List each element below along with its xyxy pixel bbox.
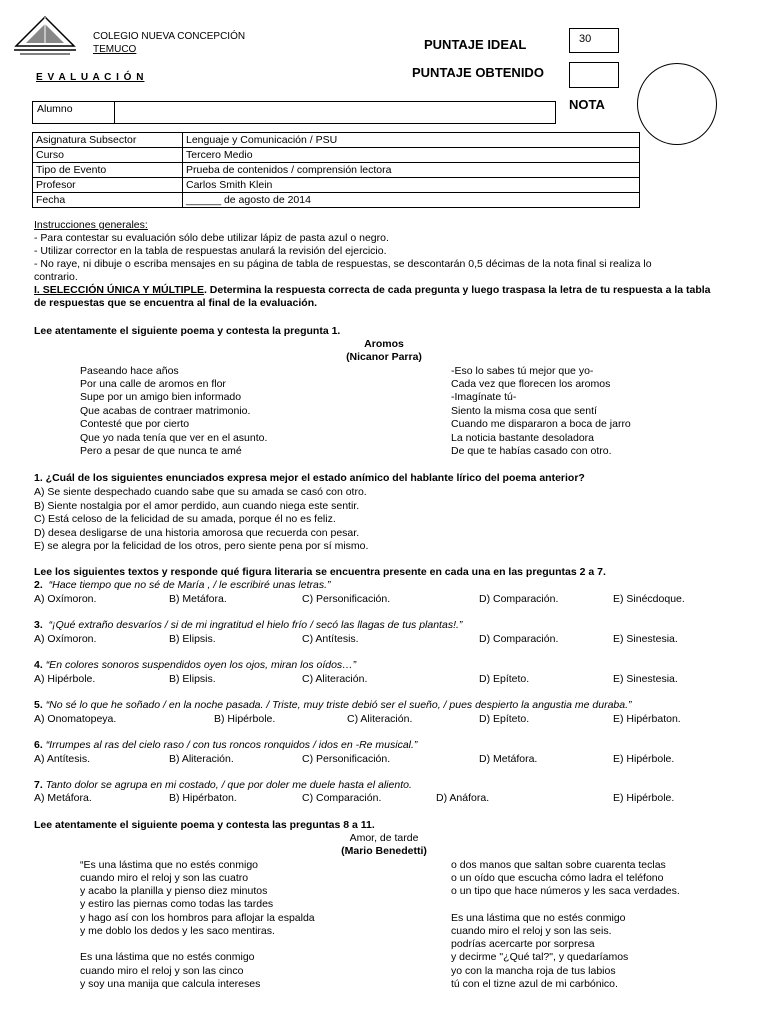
info-table <box>32 132 640 208</box>
poem2-verse: Es una lástima que no estés conmigo <box>451 912 626 924</box>
question-3 <box>34 619 462 632</box>
info-label: Asignatura Subsector <box>33 133 183 148</box>
poem1-verse: Cuando me dispararon a boca de jarro <box>451 418 631 430</box>
answer-option[interactable]: C) Personificación. <box>302 753 391 765</box>
instruction-line: - Para contestar su evaluación sólo debe utilizar lápiz de pasta azul o negro. <box>34 232 389 244</box>
poem2-verse: y me doblo los dedos y les saco mentiras. <box>80 925 275 937</box>
info-label: Tipo de Evento <box>33 163 183 178</box>
poem2-verse: y estiro las piernas como todas las tardes <box>80 898 274 910</box>
poem1-verse: Contesté que por cierto <box>80 418 190 430</box>
poem1-title: Aromos <box>364 338 404 350</box>
section-instructions <box>34 284 711 297</box>
poem1-intro: Lee atentamente el siguiente poema y contesta la pregunta 1. <box>34 325 341 337</box>
grade-label: NOTA <box>569 97 605 112</box>
grade-circle[interactable] <box>637 63 717 145</box>
answer-option[interactable]: D) Epíteto. <box>479 673 530 685</box>
answer-option[interactable]: A) Onomatopeya. <box>34 713 117 725</box>
answer-option[interactable]: E) Hipérbole. <box>613 792 675 804</box>
poem2-intro: Lee atentamente el siguiente poema y contesta las preguntas 8 a 11. <box>34 819 375 831</box>
question-quote: “Irrumpes al ras del cielo raso / con tus roncos ronquidos / idos en -Re musical.” <box>45 739 418 751</box>
info-value: Carlos Smith Klein <box>183 178 640 193</box>
instruction-line: contrario. <box>34 271 78 283</box>
question-quote: Tanto dolor se agrupa en mi costado, / que por doler me duele hasta el aliento. <box>45 779 412 791</box>
poem2-verse: o dos manos que saltan sobre cuarenta teclas <box>451 859 666 871</box>
answer-option[interactable]: D) Comparación. <box>479 633 559 645</box>
poem1-verse: -Eso lo sabes tú mejor que yo- <box>451 365 594 377</box>
poem1-verse: Siento la misma cosa que sentí <box>451 405 597 417</box>
info-value: ______ de agosto de 2014 <box>183 193 640 208</box>
poem2-verse: cuando miro el reloj y son las cuatro <box>80 872 249 884</box>
answer-option[interactable]: C) Antítesis. <box>302 633 359 645</box>
ideal-score-label: PUNTAJE IDEAL <box>424 37 527 52</box>
poem1-verse: Supe por un amigo bien informado <box>80 391 242 403</box>
answer-option[interactable]: C) Está celoso de la felicidad de su amada, porque él no es feliz. <box>34 513 336 525</box>
poem1-verse: Paseando hace años <box>80 365 179 377</box>
ideal-score-value: 30 <box>579 33 592 45</box>
question-number: 6. <box>34 739 43 751</box>
question-7 <box>34 779 412 792</box>
poem2-author: (Mario Benedetti) <box>341 845 427 857</box>
answer-option[interactable]: E) Sinestesia. <box>613 633 678 645</box>
question-5 <box>34 699 632 712</box>
poem1-verse: Por una calle de aromos en flor <box>80 378 226 390</box>
question-number: 3. <box>34 619 43 631</box>
answer-option[interactable]: D) Metáfora. <box>479 753 538 765</box>
poem1-verse: Cada vez que florecen los aromos <box>451 378 611 390</box>
obtained-score-box[interactable] <box>569 62 619 88</box>
answer-option[interactable]: A) Metáfora. <box>34 792 92 804</box>
obtained-score-label: PUNTAJE OBTENIDO <box>412 65 544 80</box>
answer-option[interactable]: B) Hipérbaton. <box>169 792 237 804</box>
student-divider <box>114 102 115 123</box>
question-quote: “No sé lo que he soñado / en la noche pasada. / Triste, muy triste debió ser el sueño, / pues despierto la angustia me duraba.” <box>45 699 632 711</box>
instruction-line: - Utilizar corrector en la tabla de respuestas anulará la revisión del ejercicio. <box>34 245 387 257</box>
poem2-verse: “Es una lástima que no estés conmigo <box>80 859 259 871</box>
poem2-title: Amor, de tarde <box>349 832 419 844</box>
info-label: Profesor <box>33 178 183 193</box>
poem1-verse: Pero a pesar de que nunca te amé <box>80 445 242 457</box>
poem2-verse: cuando miro el reloj y son las cinco <box>80 965 244 977</box>
answer-option[interactable]: C) Aliteración. <box>302 673 368 685</box>
poem2-verse: y soy una manija que calcula intereses <box>80 978 261 990</box>
question-6 <box>34 739 417 752</box>
info-label: Fecha <box>33 193 183 208</box>
info-value: Prueba de contenidos / comprensión lectora <box>183 163 640 178</box>
answer-option[interactable]: E) Hipérbaton. <box>613 713 681 725</box>
poem2-verse: o un oído que escucha cómo ladra el teléfono <box>451 872 664 884</box>
figures-intro: Lee los siguientes textos y responde qué figura literaria se encuentra presente en cada una en las preguntas 2 a 7. <box>34 566 606 578</box>
info-value: Lenguaje y Comunicación / PSU <box>183 133 640 148</box>
answer-option[interactable]: A) Antítesis. <box>34 753 91 765</box>
school-logo <box>12 14 78 56</box>
poem2-verse: tú con el tizne azul de mi carbónico. <box>451 978 618 990</box>
poem2-verse: y acabo la planilla y pienso diez minutos <box>80 885 268 897</box>
student-field <box>32 101 556 124</box>
poem1-verse: Que acabas de contraer matrimonio. <box>80 405 251 417</box>
table-row <box>33 133 640 148</box>
answer-option[interactable]: C) Aliteración. <box>347 713 413 725</box>
ideal-score-box <box>569 28 619 53</box>
answer-option[interactable]: E) Hipérbole. <box>613 753 675 765</box>
table-row <box>33 148 640 163</box>
answer-option[interactable]: A) Oxímoron. <box>34 593 97 605</box>
answer-option[interactable]: E) Sinécdoque. <box>613 593 685 605</box>
answer-option[interactable]: D) desea desligarse de una historia amorosa que recuerda con pesar. <box>34 527 360 539</box>
question-number: 2. <box>34 579 43 591</box>
answer-option[interactable]: E) se alegra por la felicidad de los otros, pero siente pena por sí mismo. <box>34 540 369 552</box>
answer-option[interactable]: B) Siente nostalgia por el amor perdido, aun cuando niega este sentir. <box>34 500 360 512</box>
poem2-verse: cuando miro el reloj y son las seis. <box>451 925 612 937</box>
section-title: I. SELECCIÓN ÚNICA Y MÚLTIPLE <box>34 284 204 296</box>
answer-option[interactable]: B) Elipsis. <box>169 633 216 645</box>
answer-option[interactable]: B) Hipérbole. <box>214 713 276 725</box>
answer-option[interactable]: A) Se siente despechado cuando sabe que su amada se casó con otro. <box>34 486 367 498</box>
poem2-verse: y decirme "¿Qué tal?", y quedaríamos <box>451 951 629 963</box>
answer-option[interactable]: A) Hipérbole. <box>34 673 96 685</box>
answer-option[interactable]: A) Oxímoron. <box>34 633 97 645</box>
answer-option[interactable]: C) Personificación. <box>302 593 391 605</box>
question-1-stem: 1. ¿Cuál de los siguientes enunciados expresa mejor el estado anímico del hablante lírico del poema anterior? <box>34 472 585 484</box>
question-quote: “Hace tiempo que no sé de María , / le escribiré unas letras.” <box>48 579 331 591</box>
answer-option[interactable]: D) Anáfora. <box>436 792 490 804</box>
poem1-verse: -Imagínate tú- <box>451 391 517 403</box>
answer-option[interactable]: D) Epíteto. <box>479 713 530 725</box>
question-number: 4. <box>34 659 43 671</box>
answer-option[interactable]: D) Comparación. <box>479 593 559 605</box>
question-number: 7. <box>34 779 43 791</box>
info-label: Curso <box>33 148 183 163</box>
school-name: COLEGIO NUEVA CONCEPCIÓN <box>93 31 246 42</box>
school-city: TEMUCO <box>93 44 137 55</box>
section-text: . Determina la respuesta correcta de cada pregunta y luego traspasa la letra de tu respuesta a la tabla <box>203 284 711 296</box>
answer-option[interactable]: B) Aliteración. <box>169 753 234 765</box>
table-row <box>33 193 640 208</box>
poem1-verse: Que yo nada tenía que ver en el asunto. <box>80 432 268 444</box>
instruction-line: - No raye, ni dibuje o escriba mensajes en su página de tabla de respuestas, se descontarán 0,5 décimas de la nota final si realiza lo <box>34 258 652 270</box>
table-row <box>33 178 640 193</box>
poem1-verse: De que te habías casado con otro. <box>451 445 612 457</box>
poem2-verse: podrías acercarte por sorpresa <box>451 938 595 950</box>
section-text-2: de respuestas que se encuentra al final de la evaluación. <box>34 297 318 309</box>
question-number: 5. <box>34 699 43 711</box>
question-4 <box>34 659 356 672</box>
student-label: Alumno <box>37 103 73 115</box>
answer-option[interactable]: C) Comparación. <box>302 792 382 804</box>
poem2-verse: Es una lástima que no estés conmigo <box>80 951 255 963</box>
evaluation-title: E V A L U A C I Ó N <box>36 72 145 83</box>
poem1-verse: La noticia bastante desoladora <box>451 432 595 444</box>
table-row <box>33 163 640 178</box>
info-value: Tercero Medio <box>183 148 640 163</box>
poem2-verse: y hago así con los hombros para aflojar la espalda <box>80 912 315 924</box>
question-2 <box>34 579 331 592</box>
poem2-verse: yo con la mancha roja de tus labios <box>451 965 616 977</box>
answer-option[interactable]: E) Sinestesia. <box>613 673 678 685</box>
answer-option[interactable]: B) Metáfora. <box>169 593 227 605</box>
instructions-title: Instrucciones generales: <box>34 219 148 231</box>
answer-option[interactable]: B) Elipsis. <box>169 673 216 685</box>
poem2-verse: o un tipo que hace números y les saca verdades. <box>451 885 680 897</box>
question-quote: “¡Qué extraño desvaríos / si de mi ingratitud el hielo frío / secó las llagas de tus plantas!.” <box>48 619 463 631</box>
poem1-author: (Nicanor Parra) <box>346 351 422 363</box>
question-quote: “En colores sonoros suspendidos oyen los ojos, miran los oídos…” <box>45 659 357 671</box>
